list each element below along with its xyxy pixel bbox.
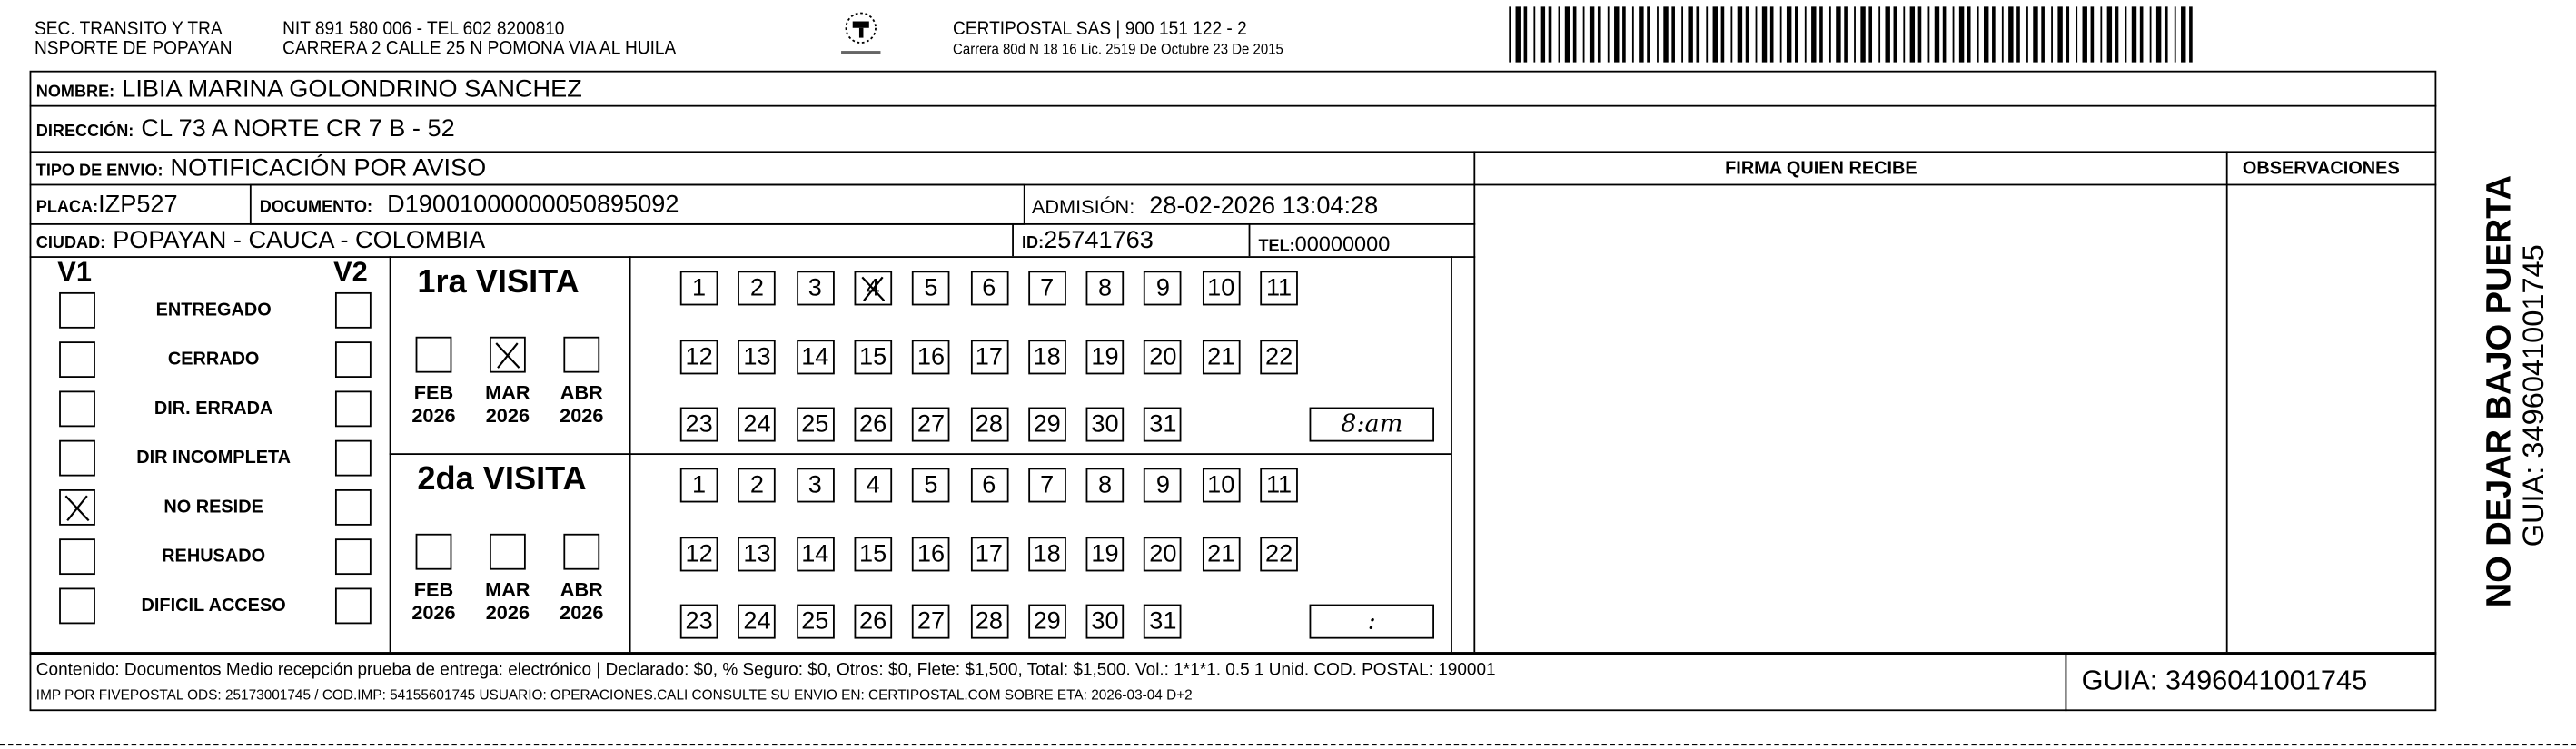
day-box[interactable]: 25 [796, 408, 834, 442]
month-checkbox[interactable] [416, 534, 452, 570]
ciudad-value: POPAYAN - CAUCA - COLOMBIA [113, 226, 486, 255]
day-box[interactable]: 18 [1028, 537, 1066, 571]
day-box[interactable]: 11 [1260, 271, 1298, 305]
month-label [552, 381, 611, 428]
day-box[interactable]: 9 [1144, 271, 1183, 305]
visit-title: 1ra VISITA [417, 264, 580, 301]
v2-header: V2 [333, 256, 368, 288]
documento-field [260, 191, 679, 221]
month-checkbox[interactable] [563, 534, 599, 570]
day-box[interactable]: 29 [1028, 605, 1066, 639]
placa-field [36, 191, 178, 221]
day-box[interactable]: 7 [1028, 468, 1066, 502]
day-box[interactable]: 15 [854, 537, 892, 571]
day-box[interactable]: 22 [1260, 339, 1298, 373]
day-box[interactable]: 26 [854, 605, 892, 639]
v2-checkbox[interactable] [335, 489, 372, 526]
side-guia: GUIA: 3496041001745 [2516, 244, 2551, 547]
day-box[interactable]: 1 [680, 468, 718, 502]
status-label: DIR. ERRADA [154, 399, 273, 419]
id-label: ID: [1022, 234, 1045, 253]
day-box[interactable]: 25 [796, 605, 834, 639]
ciudad-field [36, 227, 485, 257]
day-box[interactable]: 16 [912, 537, 950, 571]
month-year: 2026 [485, 403, 530, 428]
day-box[interactable]: 11 [1260, 468, 1298, 502]
v2-checkbox[interactable] [335, 390, 372, 427]
day-box[interactable]: 28 [970, 408, 1008, 442]
tel-field [1258, 230, 1390, 260]
status-label: REHUSADO [162, 547, 266, 567]
day-box[interactable]: 14 [796, 339, 834, 373]
carrier-info [953, 20, 1283, 59]
side-warning: NO DEJAR BAJO PUERTA [2481, 174, 2519, 608]
nombre-label: NOMBRE: [35, 84, 115, 103]
status-label: DIFICIL ACCESO [141, 596, 286, 616]
documento-label: DOCUMENTO: [259, 198, 373, 217]
day-box[interactable]: 2 [738, 271, 777, 305]
day-box[interactable]: 8 [1086, 271, 1125, 305]
day-box[interactable]: 24 [738, 408, 777, 442]
day-box[interactable]: 17 [970, 537, 1008, 571]
month-name: FEB [413, 577, 454, 601]
day-box[interactable]: 19 [1086, 339, 1125, 373]
visit-title: 2da VISITA [417, 461, 587, 498]
day-box[interactable]: 28 [970, 605, 1008, 639]
day-box[interactable]: 16 [912, 339, 950, 373]
day-box[interactable]: 10 [1202, 468, 1240, 502]
time-box[interactable]: : [1310, 605, 1434, 639]
day-box[interactable]: 22 [1260, 537, 1298, 571]
day-box[interactable]: 4 [854, 468, 892, 502]
day-box[interactable]: 12 [680, 339, 718, 373]
id-field [1022, 227, 1154, 257]
day-box[interactable]: 19 [1086, 537, 1125, 571]
firma-header: FIRMA QUIEN RECIBE [1725, 159, 1917, 180]
status-label: DIR INCOMPLETA [136, 448, 292, 468]
day-box[interactable]: 6 [970, 271, 1008, 305]
carrier-name: CERTIPOSTAL SAS | 900 151 122 - 2 [953, 19, 1247, 40]
day-box[interactable]: 30 [1086, 605, 1125, 639]
sender-line1: SEC. TRANSITO Y TRA [34, 19, 223, 40]
direccion-field [36, 115, 455, 145]
month-name: ABR [560, 380, 603, 404]
month-year: 2026 [560, 403, 604, 428]
day-box[interactable]: 23 [680, 408, 718, 442]
day-box[interactable]: 31 [1144, 605, 1183, 639]
tel-label: TEL: [1258, 238, 1295, 257]
footer-guia: GUIA: 3496041001745 [2081, 665, 2368, 696]
day-box[interactable]: 31 [1144, 408, 1183, 442]
status-label: ENTREGADO [155, 300, 272, 320]
placa-label: PLACA: [35, 198, 99, 217]
day-box[interactable]: 3 [796, 468, 834, 502]
day-box[interactable]: 7 [1028, 271, 1066, 305]
observaciones-header: OBSERVACIONES [2242, 159, 2400, 180]
day-box[interactable]: 1 [680, 271, 718, 305]
direccion-label: DIRECCIÓN: [35, 123, 134, 142]
day-box[interactable]: 8 [1086, 468, 1125, 502]
day-box[interactable]: 29 [1028, 408, 1066, 442]
day-box[interactable]: 10 [1202, 271, 1240, 305]
v2-checkbox[interactable] [335, 292, 372, 329]
admision-label: ADMISIÓN: [1031, 195, 1135, 219]
day-box[interactable]: 5 [912, 468, 950, 502]
month-name: ABR [560, 577, 603, 601]
sender-address: CARRERA 2 CALLE 25 N POMONA VIA AL HUILA [282, 39, 677, 60]
day-box[interactable]: 21 [1202, 339, 1240, 373]
day-box[interactable]: 4 [854, 271, 892, 305]
month-year: 2026 [485, 600, 530, 625]
month-year: 2026 [560, 600, 604, 625]
day-box[interactable]: 3 [796, 271, 834, 305]
direccion-value: CL 73 A NORTE CR 7 B - 52 [141, 114, 455, 143]
day-box[interactable]: 15 [854, 339, 892, 373]
v2-checkbox[interactable] [335, 440, 372, 477]
nombre-field [36, 75, 582, 105]
day-box[interactable]: 24 [738, 605, 777, 639]
barcode [1503, 6, 2194, 62]
day-box[interactable]: 9 [1144, 468, 1183, 502]
imp-text: IMP POR FIVEPOSTAL ODS: 25173001745 / COD.IMP: 54155601745 USUARIO: OPERACIONES.CALI CONSULTE SU ENVIO EN: CERTIPOSTAL.COM SOBRE ETA: 2026-03-04 D+2 [35, 686, 1193, 704]
day-box[interactable]: 26 [854, 408, 892, 442]
day-box[interactable]: 27 [912, 605, 950, 639]
day-box[interactable]: 30 [1086, 408, 1125, 442]
day-box[interactable]: 27 [912, 408, 950, 442]
nombre-value: LIBIA MARINA GOLONDRINO SANCHEZ [122, 75, 582, 103]
tipo-envio-label: TIPO DE ENVIO: [35, 163, 163, 181]
v1-header: V1 [57, 256, 92, 288]
status-label: NO RESIDE [163, 498, 263, 517]
day-box[interactable]: 14 [796, 537, 834, 571]
month-label [552, 578, 611, 625]
sender-nit: NIT 891 580 006 - TEL 602 8200810 [282, 19, 565, 40]
tipo-envio-field [36, 154, 486, 184]
v2-checkbox[interactable] [335, 588, 372, 625]
month-checkbox[interactable] [563, 337, 599, 373]
id-value: 25741763 [1044, 226, 1154, 255]
month-checkbox[interactable] [490, 534, 526, 570]
month-name: MAR [485, 577, 530, 601]
day-box[interactable]: 18 [1028, 339, 1066, 373]
placa-value: IZP527 [98, 190, 178, 219]
day-box[interactable]: 21 [1202, 537, 1240, 571]
day-box[interactable]: 6 [970, 468, 1008, 502]
month-name: MAR [485, 380, 530, 404]
v2-checkbox[interactable] [335, 538, 372, 575]
month-year: 2026 [411, 403, 456, 428]
month-label [404, 578, 463, 625]
day-box[interactable]: 20 [1144, 537, 1183, 571]
month-label [478, 578, 537, 625]
month-year: 2026 [411, 600, 456, 625]
certipostal-logo [837, 10, 884, 59]
time-box[interactable]: 8:am [1310, 408, 1434, 442]
day-box[interactable]: 20 [1144, 339, 1183, 373]
admision-value: 28-02-2026 13:04:28 [1149, 192, 1379, 221]
carrier-address: Carrera 80d N 18 16 Lic. 2519 De Octubre 23 De 2015 [953, 41, 1283, 58]
tel-value: 00000000 [1294, 232, 1391, 257]
tipo-envio-value: NOTIFICACIÓN POR AVISO [170, 154, 487, 182]
month-checkbox[interactable] [490, 337, 526, 373]
sender-name [35, 20, 233, 59]
status-label: CERRADO [167, 350, 260, 370]
sender-line2: NSPORTE DE POPAYAN [34, 39, 233, 60]
month-name: FEB [413, 380, 454, 404]
contenido-text: Contenido: Documentos Medio recepción prueba de entrega: electrónico | Declarado: $0, % Seguro: $0, Otros: $0, Flete: $1,500, Total: $1,500. Vol.: 1*1*1. 0.5 1 Unid. COD. POSTAL: 190001 [35, 660, 1496, 680]
ciudad-label: CIUDAD: [35, 234, 106, 253]
admision-field [1032, 192, 1378, 222]
day-box[interactable]: 13 [738, 537, 777, 571]
documento-value: D19001000000050895092 [387, 190, 679, 219]
day-box[interactable]: 2 [738, 468, 777, 502]
day-box[interactable]: 23 [680, 605, 718, 639]
v2-checkbox[interactable] [335, 341, 372, 378]
day-box[interactable]: 17 [970, 339, 1008, 373]
month-checkbox[interactable] [416, 337, 452, 373]
sender-contact [282, 20, 676, 59]
day-box[interactable]: 12 [680, 537, 718, 571]
month-label [404, 381, 463, 428]
day-box[interactable]: 5 [912, 271, 950, 305]
month-label [478, 381, 537, 428]
cut-line [0, 744, 2576, 745]
day-box[interactable]: 13 [738, 339, 777, 373]
